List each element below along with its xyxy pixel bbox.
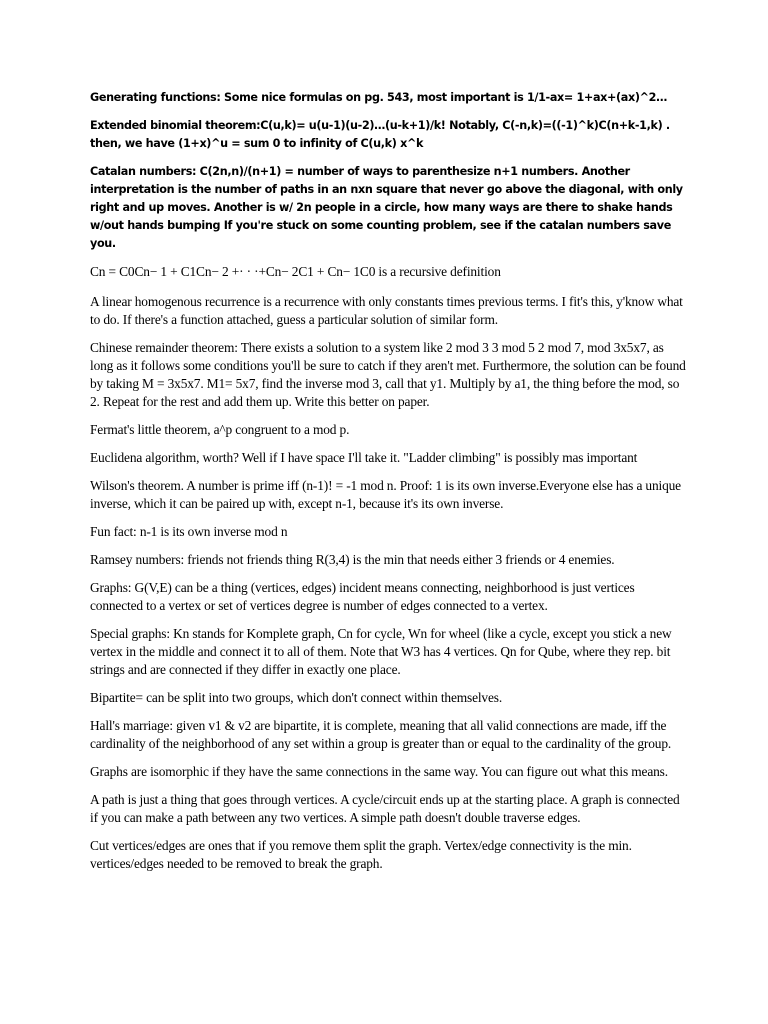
paragraph-ramsey-numbers: Ramsey numbers: friends not friends thing R(3,4) is the min that needs either 3 friends or 4 enemies.: [90, 552, 615, 567]
document-body: [90, 89, 688, 883]
paragraph-linear-homogenous-recurrence: A linear homogenous recurrence is a recurrence with only constants times previous terms. I fit's this, y'know what to do. If there's a function attached, guess a particular solution of similar form.: [90, 294, 683, 327]
paragraph-isomorphic-graphs: Graphs are isomorphic if they have the same connections in the same way. You can figure out what this means.: [90, 764, 668, 779]
paragraph-paths-and-cycles: A path is just a thing that goes through vertices. A cycle/circuit ends up at the starting place. A graph is connected if you can make a path between any two vertices. A simple path doesn't double traverse edges.: [90, 792, 680, 825]
paragraph-graphs-definition: Graphs: G(V,E) can be a thing (vertices, edges) incident means connecting, neighborhood is just vertices connected to a vertex or set of vertices degree is number of edges connected to a vertex.: [90, 580, 635, 613]
paragraph-euclidean-algorithm: Euclidena algorithm, worth? Well if I have space I'll take it. "Ladder climbing" is possibly mas important: [90, 450, 638, 465]
paragraph-fun-fact: Fun fact: n-1 is its own inverse mod n: [90, 524, 288, 539]
paragraph-generating-functions: Generating functions: Some nice formulas on pg. 543, most important is 1/1-ax= 1+ax+(ax)^2…: [90, 91, 667, 104]
paragraph-fermats-little-theorem: Fermat's little theorem, a^p congruent to a mod p.: [90, 422, 350, 437]
paragraph-bipartite: Bipartite= can be split into two groups, which don't connect within themselves.: [90, 690, 503, 705]
paragraph-catalan-recursive-formula: Cn = C0Cn− 1 + C1Cn− 2 +· · ·+Cn− 2C1 + Cn− 1C0 is a recursive definition: [90, 264, 501, 279]
paragraph-catalan-numbers: Catalan numbers: C(2n,n)/(n+1) = number of ways to parenthesize n+1 numbers. Another interpretation is the number of paths in an nxn square that never go above the diagonal, with only right and up moves. Another is w/ 2n people in a circle, how many ways are there to shake hands w/out hands bumping If you're stuck on some counting problem, see if the catalan numbers save you.: [90, 165, 683, 250]
paragraph-cut-vertices-edges: Cut vertices/edges are ones that if you remove them split the graph. Vertex/edge connectivity is the min. vertices/edges needed to be removed to break the graph.: [90, 838, 632, 871]
paragraph-extended-binomial-theorem: Extended binomial theorem:C(u,k)= u(u-1)(u-2)…(u-k+1)/k! Notably, C(-n,k)=((-1)^k)C(n+k-1,k) . then, we have (1+x)^u = sum 0 to infinity of C(u,k) x^k: [90, 119, 670, 150]
paragraph-chinese-remainder-theorem: Chinese remainder theorem: There exists a solution to a system like 2 mod 3 3 mod 5 2 mod 7, mod 3x5x7, as long as it follows some conditions you'll be sure to catch if they aren't met. Furthermore, the solution can be found by taking M = 3x5x7. M1= 5x7, find the inverse mod 3, call that y1. Multiply by a1, the thing before the mod, so 2. Repeat for the rest and add them up. Write this better on paper.: [90, 340, 686, 409]
paragraph-wilsons-theorem: Wilson's theorem. A number is prime iff (n-1)! = -1 mod n. Proof: 1 is its own inverse.Everyone else has a unique inverse, which it can be paired up with, except n-1, because it's its own inverse.: [90, 478, 681, 511]
paragraph-special-graphs: Special graphs: Kn stands for Komplete graph, Cn for cycle, Wn for wheel (like a cycle, except you stick a new vertex in the middle and connect it to all of them. Note that W3 has 4 vertices. Qn for Qube, where they rep. bit strings and are connected if they differ in exactly one place.: [90, 626, 672, 677]
paragraph-halls-marriage: Hall's marriage: given v1 & v2 are bipartite, it is complete, meaning that all valid connections are made, iff the cardinality of the neighborhood of any set within a group is greater than or equal to the cardinality of the group.: [90, 718, 672, 751]
